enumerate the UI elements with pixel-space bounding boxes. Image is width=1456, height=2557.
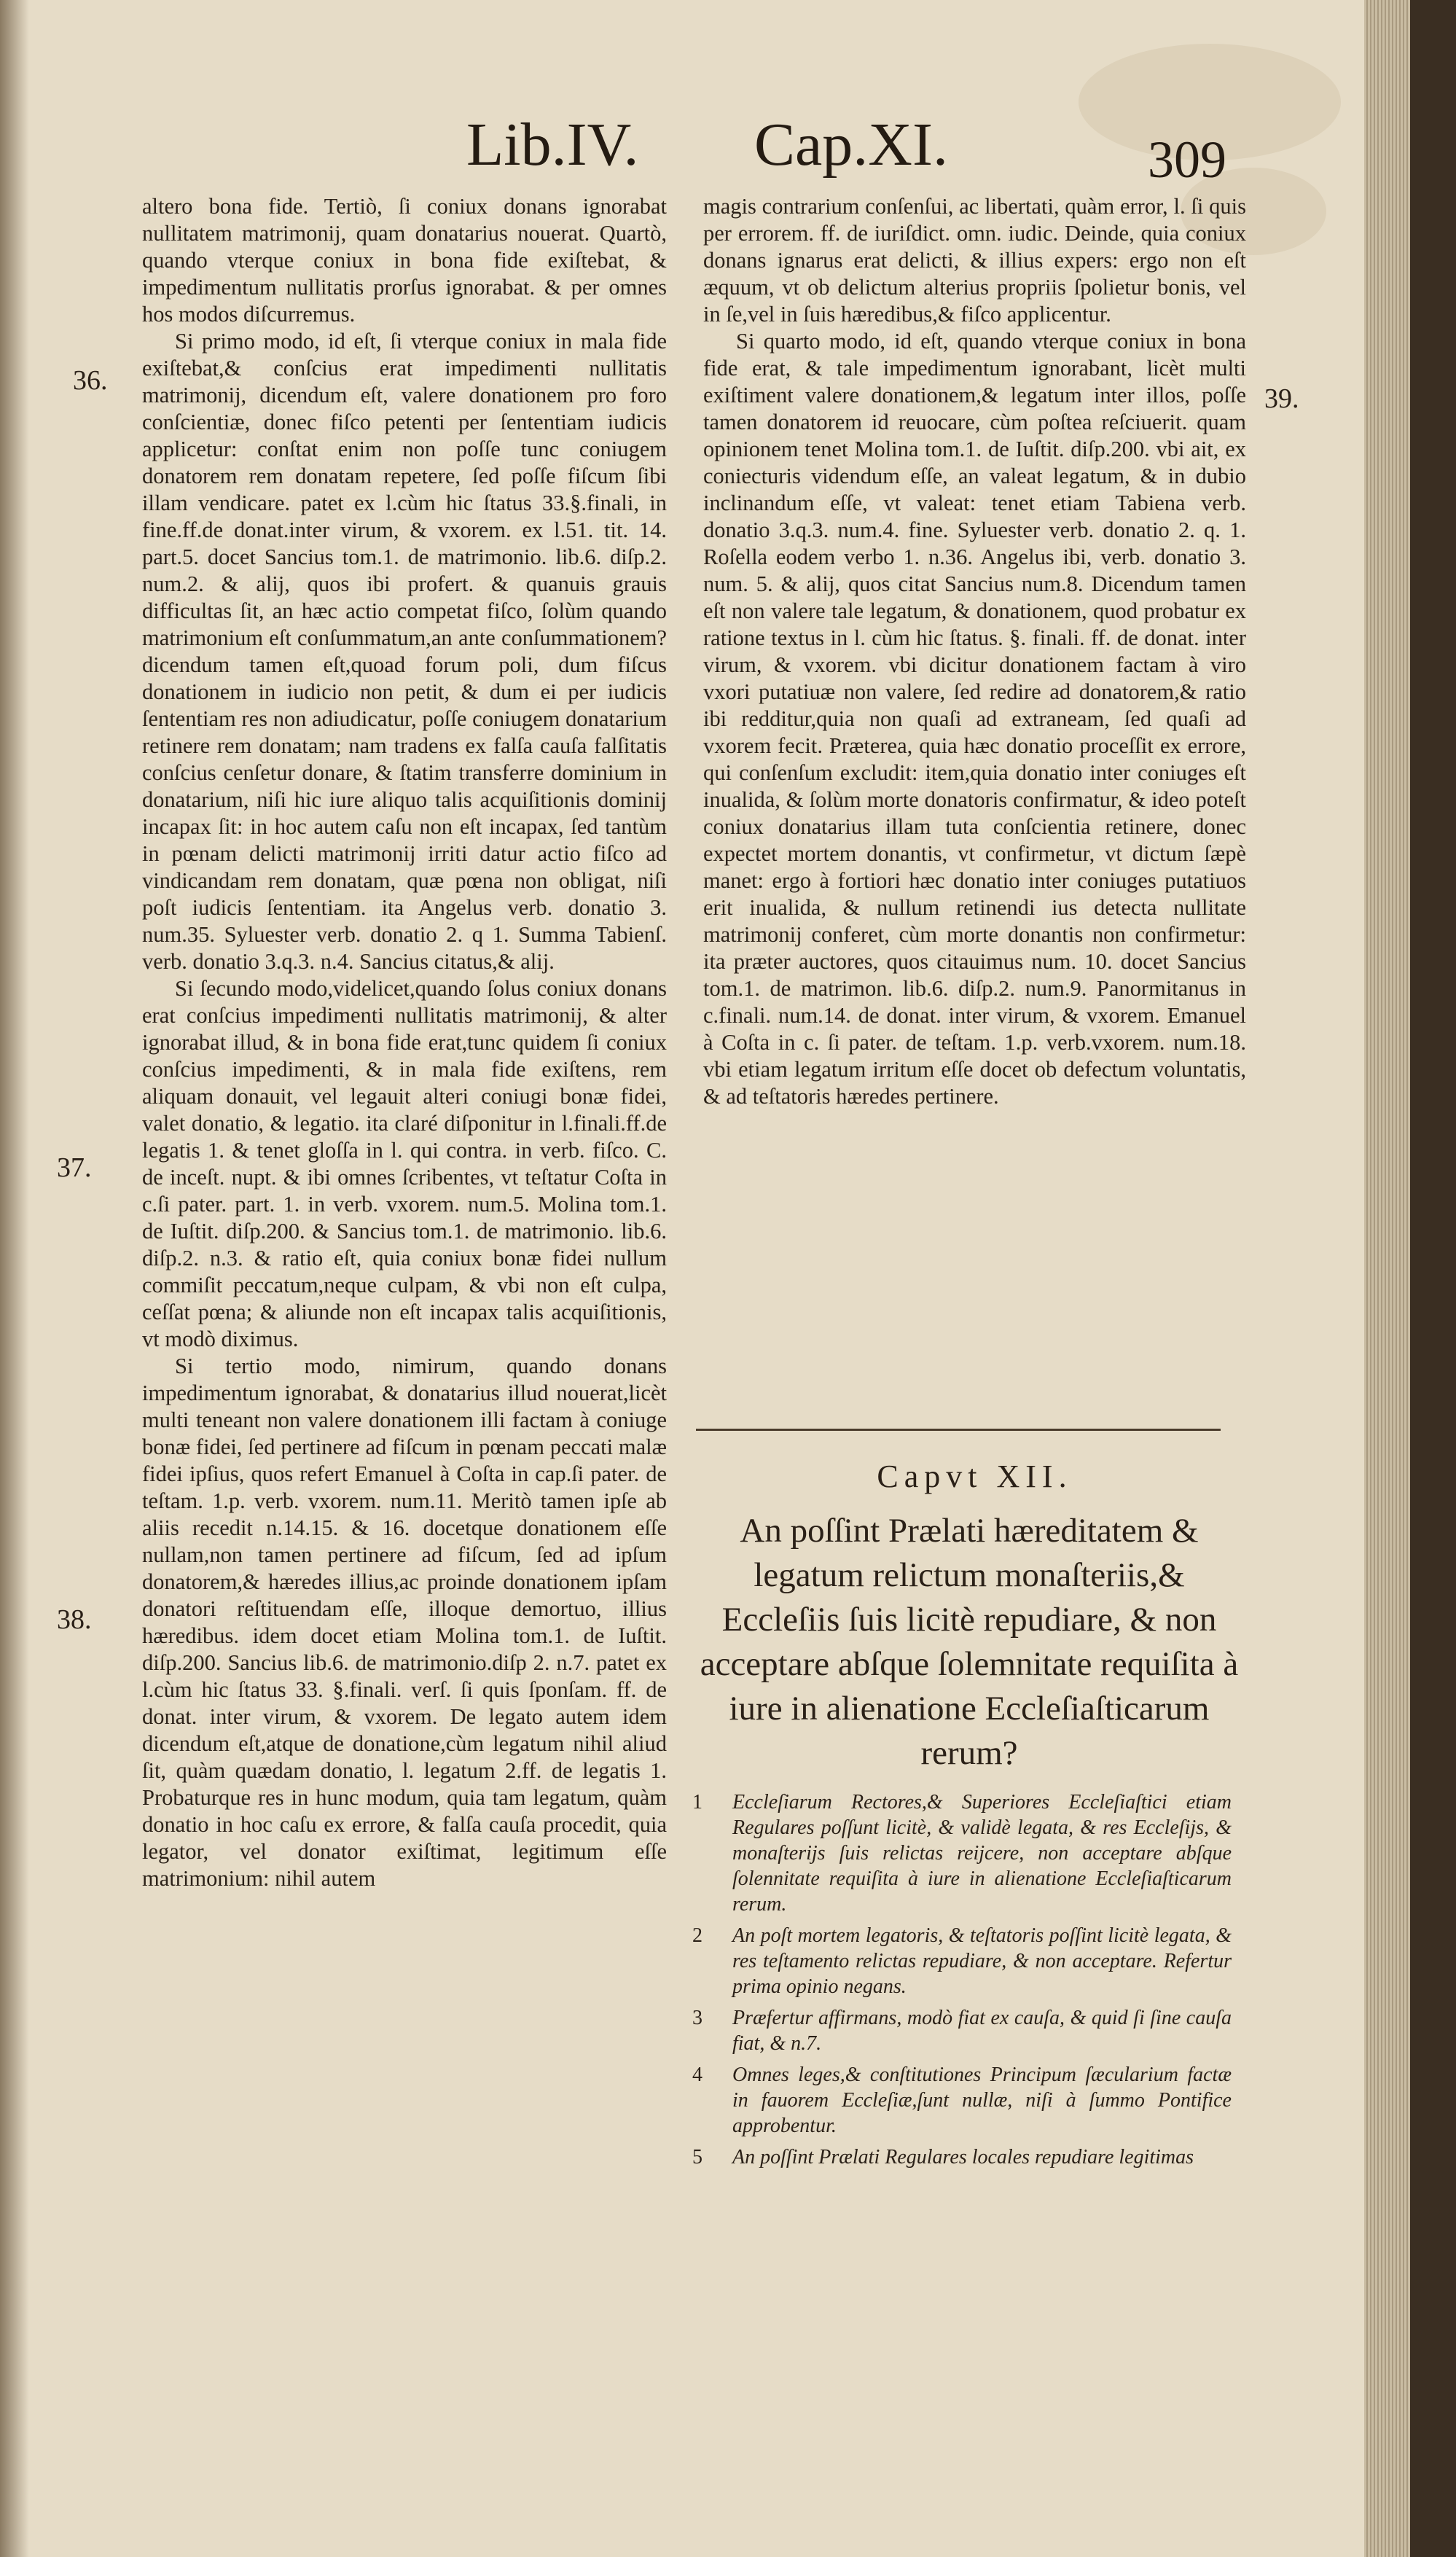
- chapter-heading: An poſſint Prælati hæreditatem & legatum relictum monaſteriis,& Eccleſiis ſuis licitè repudiare, & non acceptare abſque ſolemnitate requiſita à iure in alienatione Eccleſiaſticarum rerum?: [700, 1512, 1239, 1772]
- page-gutter: [0, 0, 29, 2557]
- paragraph: Si quarto modo, id eſt, quando vterque coniux in bona fide erat, & tale impedimentum ignorabant, licèt multi exiſtiment valere donationem,& legatum inter illos, poſſe tamen donatorem id reuocare, cùm poſtea reſciuerit. quam opinionem tenet Molina tom.1. de Iuſtit. diſp.200. vbi ait, ex coniecturis videndum eſſe, an valeat legatum, & in dubio inclinandum eſſe, vt valeat: tenet etiam Tabiena verb. donatio 3.q.3. num.4. fine. Syluester verb. donatio 2. q. 1. Roſella eodem verbo 1. n.36. Angelus ibi, verb. donatio 3. num. 5. & alij, quos citat Sancius num.8. Dicendum tamen eſt non valere tale legatum, & donationem, quod probatur ex ratione textus in l. cùm hic ſtatus. §. finali. ff. de donat. inter virum, & vxorem. vbi dicitur donationem factam à viro vxori putatiuæ non valere, ſed redire ad donatorem,& ratio ibi redditur,quia non quaſi ad extraneam, ſed quaſi ad vxorem fecit. Præterea, quia hæc donatio proceſſit ex errore, qui conſenſum excludit: item,quia donatio inter coniuges eſt inualida, & ſolùm morte donatoris confirmatur, & ideo poteſt coniux donatarius illam tuta conſcientia retinere, donec expectet mortem donantis, vt confirmetur, vt dictum ſæpè manet: ergo à fortiori hæc donatio inter coniuges putatiuos erit inualida, & nullum retinendi ius detecta nullitate matrimonij conferet, cùm morte donantis non confirmetur: ita præter auctores, quos citauimus num. 10. docet Sancius tom.1. de matrimon. lib.6. diſp.2. num.9. Panormitanus in c.finali. num.14. de donat. inter virum, & vxorem. Emanuel à Coſta in c. ſi pater. de teſtam. 1.p. verb.vxorem. num.18. vbi etiam legatum irritum eſſe docet ob defectum voluntatis, & ad teſtatoris hæredes pertinere.: [703, 329, 1246, 1109]
- summary-text: An poſt mortem legatoris, & teſtatoris poſſint licitè legata, & res teſtamento relictas repudiare, & non acceptare. Refertur prima opinio negans.: [732, 1924, 1232, 1998]
- page-number: 309: [1148, 130, 1226, 189]
- summary-text: Eccleſiarum Rectores,& Superiores Eccleſiaſtici etiam Regulares poſſunt licitè, & validè legata, & res Eccleſijs, & monaſterijs ſuis relictas reijcere, non acceptare abſque ſolennitate requiſita à iure in alienatione Eccleſiaſticarum rerum.: [732, 1791, 1232, 1916]
- page-fore-edge: [1364, 0, 1410, 2557]
- summary-number: 1: [692, 1791, 702, 1814]
- left-text-column: [142, 193, 667, 1892]
- summary-text: An poſſint Prælati Regulares locales repudiare legitimas: [732, 2146, 1194, 2168]
- summary-item: [692, 1923, 1232, 1999]
- chapter-title: Capvt XII.: [877, 1459, 1073, 1494]
- margin-number-37: 37.: [57, 1152, 92, 1183]
- paragraph: Si primo modo, id eſt, ſi vterque coniux in mala fide exiſtebat,& conſcius erat impedimenti nullitatis matrimonij, dicendum eſt, valere donationem pro foro conſcientiæ, donec fiſco petenti per ſententiam iudicis applicetur: conſtat enim non poſſe tunc coniugem donatorem rem donatam repetere, ſed poſſe fiſcum ſibi illam vendicare. patet ex l.cùm hic ſtatus 33.§.finali, in fine.ff.de donat.inter virum, & vxorem. ex l.51. tit. 14. part.5. docet Sancius tom.1. de matrimonio. lib.6. diſp.2. num.2. & alij, quos ibi profert. & quanuis grauis difficultas ſit, an hæc actio competat fiſco, ſolùm quando matrimonium eſt conſummatum,an ante conſummationem? dicendum tamen eſt,quoad forum poli, dum fiſcus donationem in iudicio non petit, & dum ei per iudicis ſententiam res non adiudicatur, poſſe coniugem donatarium retinere rem donatam; nam tradens ex falſa cauſa falſitatis conſcius cenſetur donare, & ſtatim transferre dominium in donatarium, niſi hic iure aliquo talis acquiſitionis dominij incapax ſit: in hoc autem caſu non eſt incapax, ſed tantùm in pœnam delicti matrimonij irriti datur actio fiſco ad vindicandam rem donatam, quæ pœna non obligat, niſi poſt iudicis ſententiam. ita Angelus verb. donatio 3. num.35. Syluester verb. donatio 2. q 1. Summa Tabienſ. verb. donatio 3.q.3. n.4. Sancius citatus,& alij.: [142, 329, 667, 974]
- summary-item: [692, 2062, 1232, 2139]
- margin-number-38: 38.: [57, 1604, 92, 1635]
- section-rule: [696, 1429, 1221, 1431]
- paragraph: altero bona fide. Tertiò, ſi coniux donans ignorabat nullitatem matrimonij, quam donatarius nouerat. Quartò, quando vterque coniux in bona fide exiſtebat, & impedimentum nullitatis prorſus ignorabat. & per omnes hos modos diſcurremus.: [142, 194, 667, 327]
- summary-number: 3: [692, 2007, 702, 2029]
- running-head-chapter: Cap.XI.: [754, 111, 948, 179]
- summary-item: [692, 1789, 1232, 1917]
- summary-item: [692, 2144, 1232, 2170]
- paragraph: Si ſecundo modo,videlicet,quando ſolus coniux donans erat conſcius impedimenti nullitatis matrimonij, & alter ignorabat illud, & in bona fide erat,tunc quidem ſi coniux conſcius impedimenti, & in mala fide exiſtens, rem aliquam donauit, vel legauit alteri coniugi bonæ fidei, valet donatio, & legatio. ita claré diſponitur in l.finali.ff.de legatis 1. & tenet gloſſa in l. qui contra. in verb. fiſco. C. de inceſt. nupt. & ibi omnes ſcribentes, vt teſtatur Coſta in c.ſi pater. part. 1. in verb. vxorem. num.5. Molina tom.1. de Iuſtit. diſp.200. & Sancius tom.1. de matrimonio. lib.6. diſp.2. n.3. & ratio eſt, quia coniux bonæ fidei nullum commiſit peccatum,neque culpam, & vbi non eſt culpa, ceſſat pœna; & aliunde non eſt incapax talis acquiſitionis, vt modò diximus.: [142, 976, 667, 1351]
- paragraph: magis contrarium conſenſui, ac libertati, quàm error, l. ſi quis per errorem. ff. de iuriſdict. omn. iudic. Deinde, quia coniux donans ignarus erat delicti, & illius expers: ergo non eſt æquum, vt ob delictum alterius propriis ſpolietur bonis, vel in ſe,vel in ſuis hæredibus,& fiſco applicentur.: [703, 194, 1246, 327]
- summary-number: 4: [692, 2064, 702, 2086]
- right-text-column: [703, 193, 1246, 1110]
- summary-item: [692, 2005, 1232, 2056]
- margin-number-39: 39.: [1264, 383, 1299, 414]
- margin-number-36: 36.: [73, 365, 108, 396]
- summary-text: Omnes leges,& conſtitutiones Principum ſæcularium factæ in fauorem Eccleſiæ,ſunt nullæ, niſi à ſummo Pontifice approbentur.: [732, 2064, 1232, 2137]
- paragraph: Si tertio modo, nimirum, quando donans impedimentum ignorabat, & donatarius illud nouerat,licèt multi teneant non valere donationem illi factam à coniuge bonæ fidei, ſed pertinere ad fiſcum in pœnam peccati malæ fidei ipſius, quos refert Emanuel à Coſta in cap.ſi pater. de teſtam. 1.p. verb. vxorem. num.11. Meritò tamen ipſe ab aliis recedit n.14.15. & 16. docetque donationem eſſe nullam,non tamen pertinere ad fiſcum, ſed ad ipſum donatorem,& hæredes illius,ac proinde donationem ipſam donatori reſtituendam eſſe, illoque demortuo, illius hæredibus. idem docet etiam Molina tom.1. de Iuſtit. diſp.200. Sancius lib.6. de matrimonio.diſp 2. n.7. patet ex l.cùm hic ſtatus 33. §.finali. verſ. ſi quis ſponſam. ff. de donat. inter virum, & vxorem. De legato autem idem dicendum eſt,atque de donatione,cùm legatum nihil aliud ſit, quàm quædam donatio, l. legatum 2.ff. de legatis 1. Probaturque res in hunc modum, quia tam legatum, quàm donatio in hoc caſu ex errore, & falſa cauſa procedit, quia legator, vel donator exiſtimat, legitimum eſſe matrimonium: nihil autem: [142, 1354, 667, 1891]
- running-head-book: Lib.IV.: [466, 111, 639, 179]
- summary-number: 5: [692, 2146, 702, 2168]
- chapter-summary: [692, 1789, 1232, 2176]
- summary-text: Præfertur affirmans, modò fiat ex cauſa, & quid ſi ſine cauſa fiat, & n.7.: [732, 2007, 1232, 2055]
- summary-number: 2: [692, 1924, 702, 1947]
